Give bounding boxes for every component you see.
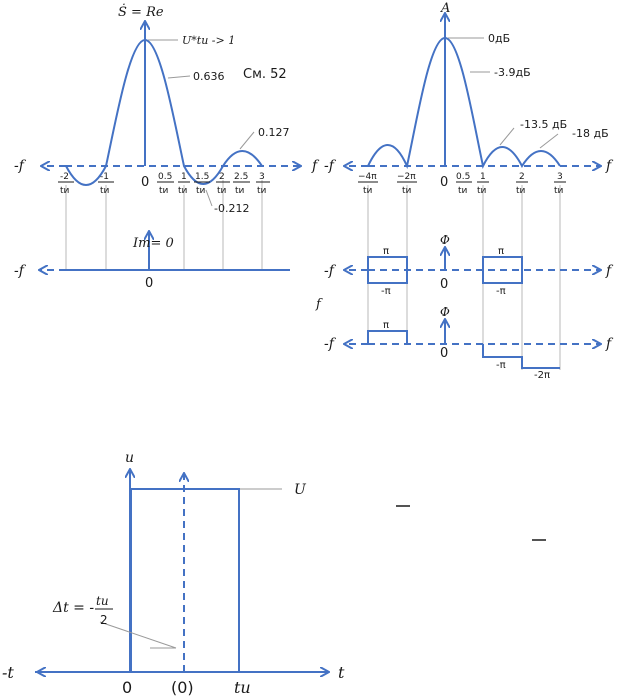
figure-reference: См. 52	[243, 67, 287, 82]
phase2-pi: π	[383, 320, 390, 331]
tick-label	[554, 172, 566, 196]
amplitude-spectrum-panel	[324, 1, 614, 370]
phase1-origin-label: 0	[440, 277, 449, 292]
shift-numerator: tи	[96, 594, 109, 608]
db-3-9: -3.9дБ	[494, 66, 531, 79]
phase1-neg-f-label: -f	[324, 263, 334, 279]
real-origin-label: 0	[141, 175, 150, 190]
pulse-origin-label: 0	[122, 678, 133, 697]
positive-lobe-value: 0.127	[258, 126, 290, 139]
amplitude-curve	[368, 38, 560, 166]
svg-text:1: 1	[181, 172, 187, 182]
amplitude-title: A	[441, 1, 451, 16]
svg-text:0.5: 0.5	[456, 172, 471, 182]
svg-text:tи: tи	[458, 186, 468, 196]
phase1-pi-left: π	[383, 246, 390, 257]
amplitude-pos-f-label: f	[606, 158, 612, 174]
limit-note: U*tи -> 1	[182, 34, 236, 47]
svg-text:2: 2	[519, 172, 525, 182]
db-18: -18 дБ	[572, 127, 609, 140]
tick-label	[456, 172, 472, 196]
pulse-width-label: tи	[234, 678, 251, 697]
svg-text:0.5: 0.5	[158, 172, 173, 182]
real-spectrum-panel	[14, 3, 320, 270]
db-0: 0дБ	[488, 32, 511, 45]
phase2-neg-2pi: -2π	[534, 370, 550, 381]
phase2-pos-f-label: f	[606, 336, 612, 352]
real-neg-f-label: -f	[14, 158, 24, 174]
svg-text:tи: tи	[516, 186, 526, 196]
svg-text:tи: tи	[178, 186, 188, 196]
phase2-neg-f-label: -f	[324, 336, 334, 352]
phase1-pos-f-label: f	[606, 263, 612, 279]
tick-label	[477, 172, 489, 196]
amplitude-gridlines	[368, 185, 560, 370]
imag-neg-f-label: -f	[14, 263, 24, 279]
svg-text:tи: tи	[100, 186, 110, 196]
negative-lobe-value: -0.212	[214, 202, 250, 215]
svg-text:−2π: −2π	[397, 172, 416, 182]
svg-text:3: 3	[259, 172, 265, 182]
pulse-neg-t-label: -t	[2, 663, 14, 682]
imag-label: Im= 0	[133, 236, 174, 251]
svg-text:−4π: −4π	[358, 172, 377, 182]
phase1-neg-pi-left: -π	[381, 286, 391, 297]
tick-label	[516, 172, 528, 196]
tick-label	[157, 172, 174, 196]
svg-text:tи: tи	[217, 186, 227, 196]
svg-text:-2: -2	[60, 172, 69, 182]
phase2-neg-pi: -π	[496, 360, 506, 371]
svg-text:tи: tи	[257, 186, 267, 196]
pulse-t-label: t	[338, 663, 345, 682]
phase-spectrum-2	[315, 297, 614, 381]
imag-spectrum-panel	[14, 232, 290, 291]
svg-text:tи: tи	[554, 186, 564, 196]
svg-text:tи: tи	[159, 186, 169, 196]
svg-text:tи: tи	[363, 186, 373, 196]
amplitude-origin-label: 0	[440, 175, 449, 190]
imag-origin-label: 0	[145, 276, 154, 291]
tick-label	[358, 172, 378, 196]
phase2-origin-label: 0	[440, 346, 449, 361]
pulse-level-label: U	[294, 482, 306, 498]
phase1-title: Φ	[440, 233, 450, 247]
phase1-neg-pi-right: -π	[496, 286, 506, 297]
db-13-5: -13.5 дБ	[520, 118, 568, 131]
sinc-curve	[66, 40, 262, 185]
amplitude-ticks	[358, 172, 566, 196]
phase1-pi-right: π	[498, 246, 505, 257]
tick-label	[397, 172, 417, 196]
svg-text:tи: tи	[235, 186, 245, 196]
svg-text:tи: tи	[196, 186, 206, 196]
svg-text:2.5: 2.5	[234, 172, 249, 182]
amplitude-neg-f-label: -f	[324, 158, 334, 174]
svg-text:tи: tи	[60, 186, 70, 196]
svg-text:1.5: 1.5	[195, 172, 210, 182]
phase2-side-f: f	[316, 297, 321, 312]
svg-text:1: 1	[480, 172, 486, 182]
shift-label: Δt = -	[53, 600, 95, 616]
tick-label	[256, 172, 270, 196]
pulse-center-label: (0)	[171, 678, 194, 697]
shift-denominator: 2	[100, 613, 108, 627]
svg-text:tи: tи	[402, 186, 412, 196]
pulse-u-label: u	[125, 450, 135, 466]
peak-value: 0.636	[193, 70, 225, 83]
real-pos-f-label: f	[312, 158, 318, 174]
tick-label	[98, 172, 114, 196]
phase2-title: Φ	[440, 305, 450, 319]
tick-label	[178, 172, 190, 196]
phase2-step-left	[368, 331, 407, 344]
svg-text:2: 2	[219, 172, 225, 182]
real-spectrum-title: Ṡ = Re	[118, 5, 164, 20]
svg-text:tи: tи	[477, 186, 487, 196]
pulse-panel	[2, 450, 345, 697]
svg-text:3: 3	[557, 172, 563, 182]
tick-label	[233, 172, 250, 196]
svg-text:-1: -1	[100, 172, 109, 182]
